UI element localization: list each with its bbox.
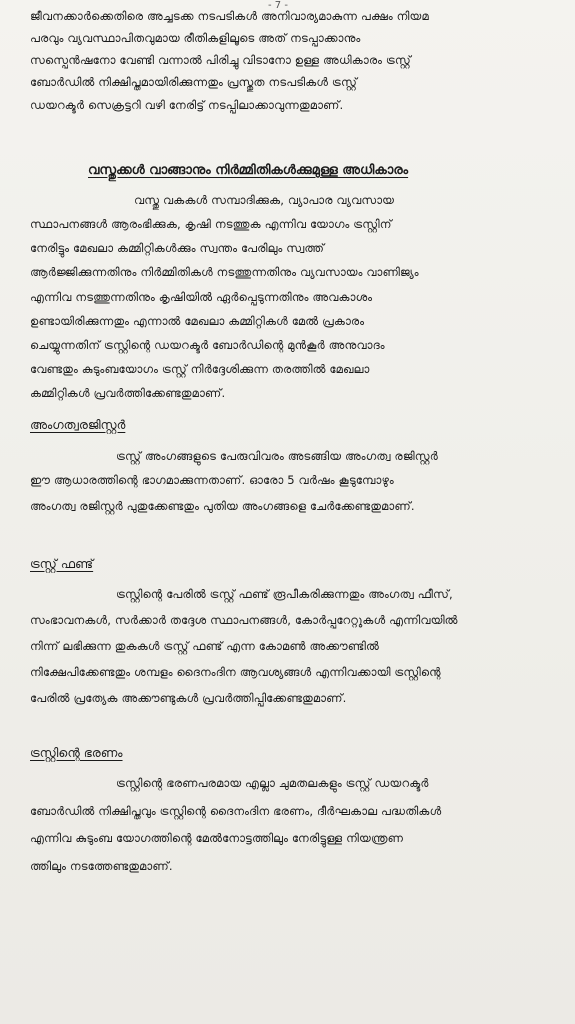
text-line: സ്ഥാപനങ്ങൾ ആരംഭിക്കുക, കൃഷി നടത്തുക എന്നിവ യോഗം ട്രസ്റ്റിന് [30, 217, 392, 231]
text-line: പേരിൽ പ്രത്യേക അക്കൗണ്ടുകൾ പ്രവർത്തിപ്പിക്കേണ്ടതുമാണ്. [30, 691, 347, 705]
text-line: ബോർഡിൽ നിക്ഷിപ്തവും ട്രസ്റ്റിന്റെ ദൈനംദിന ഭരണം, ദീർഘകാല പദ്ധതികൾ [30, 804, 442, 818]
text-line: വേണ്ടതും കുടുംബയോഗം ട്രസ്റ്റ് നിർദ്ദേശിക്കുന്ന തരത്തിൽ മേഖലാ [30, 362, 370, 376]
section-heading-trust-fund: ട്രസ്റ്റ് ഫണ്ട് [30, 556, 94, 571]
text-line: ബോർഡിൽ നിക്ഷിപ്തമായിരിക്കുന്നതും പ്രസ്തുത നടപടികൾ ട്രസ്റ്റ് [30, 75, 357, 89]
text-line: ഉണ്ടായിരിക്കുന്നതും എന്നാൽ മേഖലാ കമ്മിറ്റികൾ മേൽ പ്രകാരം [30, 314, 365, 328]
text-line: കമ്മിറ്റികൾ പ്രവർത്തിക്കേണ്ടതുമാണ്. [30, 386, 226, 400]
text-line: എന്നിവ കുടുംബ യോഗത്തിന്റെ മേൽനോട്ടത്തിലും നേരിട്ടുള്ള നിയന്ത്രണ [30, 831, 404, 845]
text-line: ചെയ്യുന്നതിന് ട്രസ്റ്റിന്റെ ഡയറക്ടർ ബോർഡിന്റെ മുൻകൂർ അനുവാദം [30, 338, 385, 352]
text-line: ജീവനക്കാർക്കെതിരെ അച്ചടക്ക നടപടികൾ അനിവാര്യമാകുന്ന പക്ഷം നിയമ [30, 9, 429, 23]
text-line: ട്രസ്റ്റിന്റെ ഭരണപരമായ എല്ലാ ചുമതലകളും ട്രസ്റ്റ് ഡയറക്ടർ [116, 776, 429, 790]
section-heading-trust-administration: ട്രസ്റ്റിന്റെ ഭരണം [30, 745, 123, 760]
text-line: സംഭാവനകൾ, സർക്കാർ തദ്ദേശ സ്ഥാപനങ്ങൾ, കോർപ്പറേറ്റുകൾ എന്നിവയിൽ [30, 613, 458, 627]
text-line: ആർജ്ജിക്കുന്നതിനും നിർമ്മിതികൾ നടത്തുന്നതിനും വ്യവസായം വാണിജ്യം [30, 265, 419, 279]
section-heading-property-rights: വസ്തുക്കൾ വാങ്ങാനും നിർമ്മിതികൾക്കുമുള്ള അധികാരം [88, 163, 409, 178]
text-line: നിന്ന് ലഭിക്കുന്ന തുകകൾ ട്രസ്റ്റ് ഫണ്ട് എന്ന കോമൺ അക്കൗണ്ടിൽ [30, 639, 380, 653]
text-line: എന്നിവ നടത്തുന്നതിനും കൃഷിയിൽ ഏർപ്പെടുന്നതിനും അവകാശം [30, 290, 373, 304]
section-heading-membership-register: അംഗത്വരജിസ്റ്റർ [30, 417, 126, 432]
text-line: വസ്തു വകകൾ സമ്പാദിക്കുക, വ്യാപാര വ്യവസായ [134, 193, 395, 207]
text-line: സസ്പെൻഷനോ വേണ്ടി വന്നാൽ പിരിച്ചു വിടാനോ ഉള്ള അധികാരം ട്രസ്റ്റ് [30, 53, 411, 67]
text-line: നേരിട്ടും മേഖലാ കമ്മിറ്റികൾക്കും സ്വന്തം പേരിലും സ്വത്ത് [30, 241, 325, 255]
text-line: ട്രസ്റ്റിന്റെ പേരിൽ ട്രസ്റ്റ് ഫണ്ട് രൂപീകരിക്കുന്നതും അംഗത്വ ഫീസ്, [116, 587, 453, 601]
page-number: - 7 - [268, 0, 288, 11]
text-line: നിക്ഷേപിക്കേണ്ടതും ശമ്പളം ദൈനംദിന ആവശ്യങ്ങൾ എന്നിവക്കായി ട്രസ്റ്റിന്റെ [30, 665, 441, 679]
text-line: പരവും വ്യവസ്ഥാപിതവുമായ രീതികളിലൂടെ അത് നടപ്പാക്കാനും [30, 31, 361, 45]
text-line: ട്രസ്റ്റ് അംഗങ്ങളുടെ പേരുവിവരം അടങ്ങിയ അംഗത്വ രജിസ്റ്റർ [116, 449, 438, 463]
text-line: ഈ ആധാരത്തിന്റെ ഭാഗമാക്കുന്നതാണ്. ഓരോ 5 വർഷം കൂടുമ്പോഴും [30, 473, 394, 487]
text-line: ത്തിലും നടത്തേണ്ടതുമാണ്. [30, 859, 173, 873]
text-line: അംഗത്വ രജിസ്റ്റർ പുതുക്കേണ്ടതും പുതിയ അംഗങ്ങളെ ചേർക്കേണ്ടതുമാണ്. [30, 499, 415, 513]
text-line: ഡയറക്ടർ സെക്രട്ടറി വഴി നേരിട്ട് നടപ്പിലാക്കാവുന്നതുമാണ്. [30, 98, 344, 112]
